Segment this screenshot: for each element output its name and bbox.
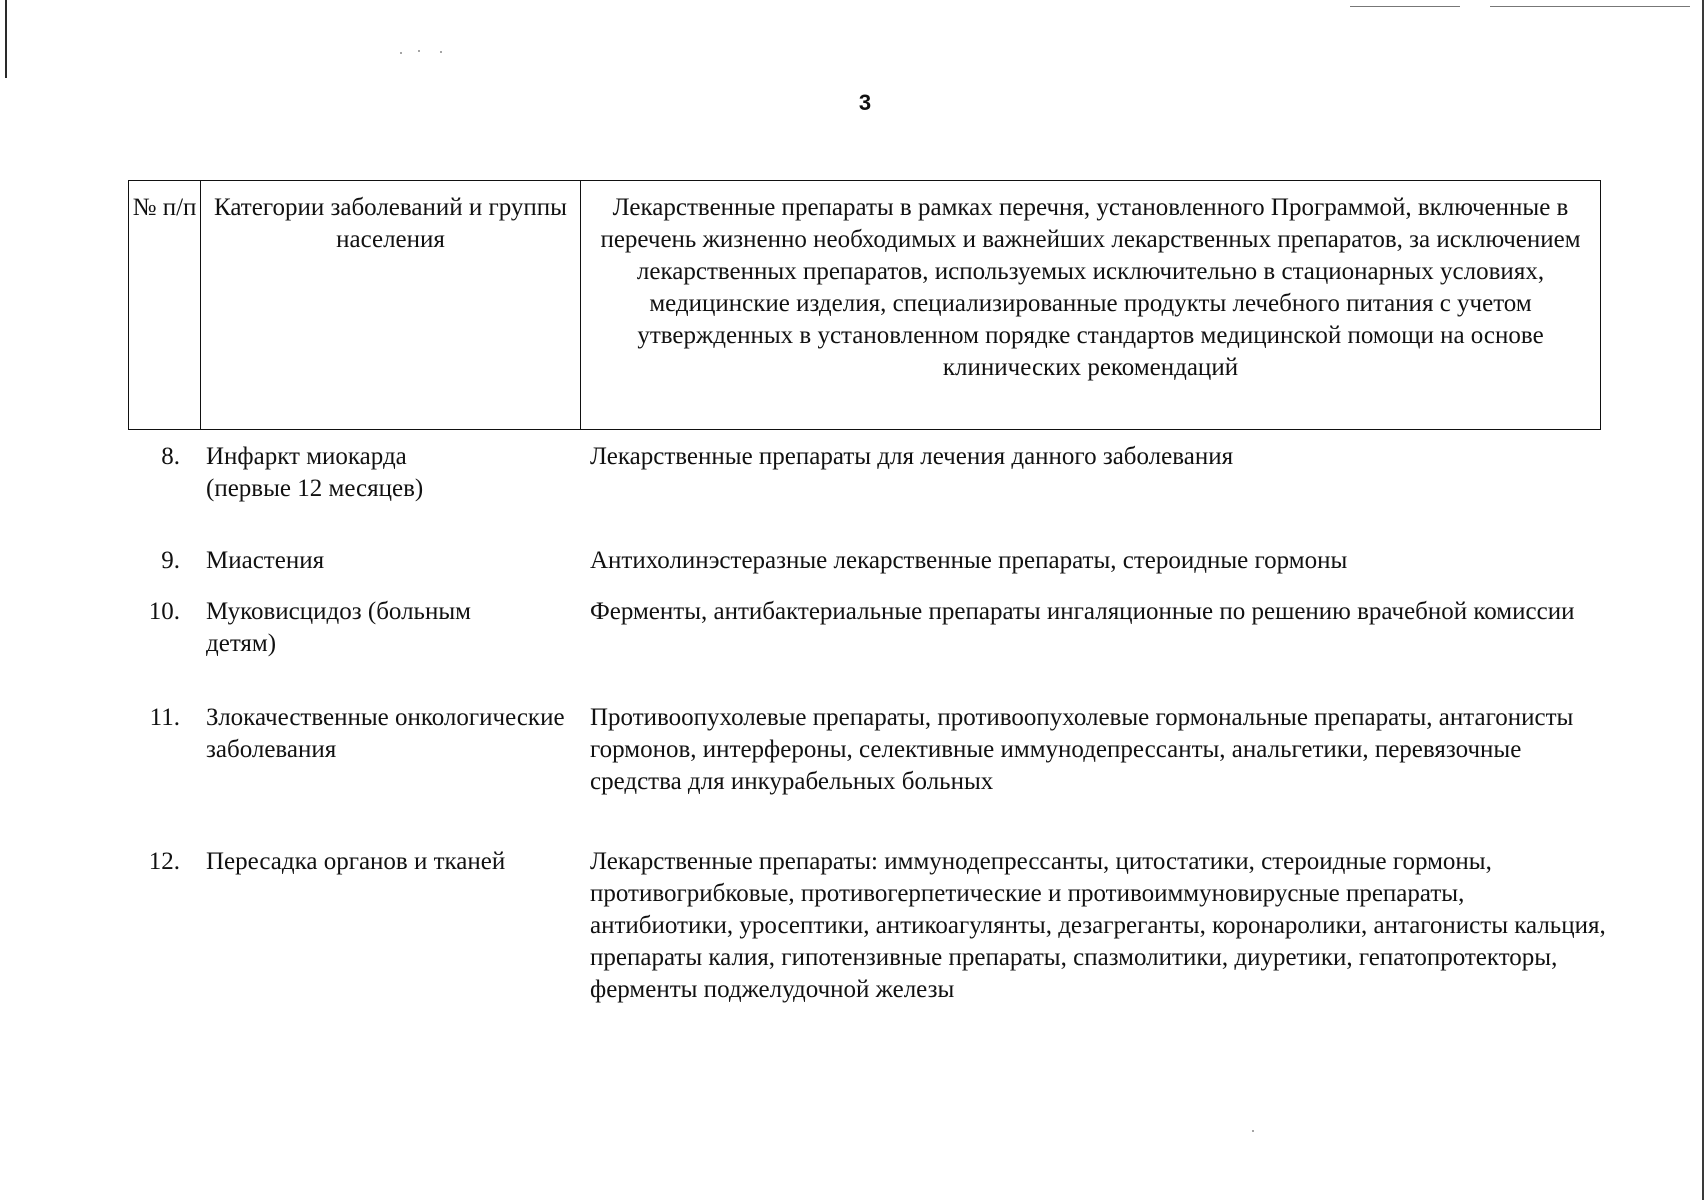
row-category: Миастения xyxy=(206,547,325,574)
scan-mark-top xyxy=(1490,6,1690,7)
speck xyxy=(400,52,402,54)
page-number: 3 xyxy=(858,90,872,115)
header-number-cell: № п/п xyxy=(129,181,201,429)
row-category: Злокачественные онкологические заболевания xyxy=(206,704,565,763)
row-category: Муковисцидоз (больным детям) xyxy=(206,598,471,657)
row-medicines: Лекарственные препараты: иммунодепрессанты, цитостатики, стероидные гормоны, противогрибковые, противогерпетические и противоиммуновирусные препараты, антибиотики, уросептики, антикоагулянты, дезагреганты, коронаролики, антагонисты кальция, препараты калия, гипотензивные препараты, спазмолитики, диуретики, гепатопротекторы, ферменты поджелудочной железы xyxy=(590,848,1606,1003)
table-header xyxy=(128,180,1601,430)
row-medicines: Антихолинэстеразные лекарственные препараты, стероидные гормоны xyxy=(590,547,1348,574)
row-number: 12. xyxy=(148,848,180,875)
speck xyxy=(418,50,420,52)
scan-edge-left xyxy=(5,0,7,78)
row-number: 9. xyxy=(161,547,180,574)
row-medicines: Противоопухолевые препараты, противоопухолевые гормональные препараты, антагонисты гормонов, интерфероны, селективные иммунодепрессанты, анальгетики, перевязочные средства для инкурабельных больных xyxy=(590,704,1574,795)
header-medicines-cell: Лекарственные препараты в рамках перечня, установленного Программой, включенные в перечень жизненно необходимых и важнейших лекарственных препаратов, за исключением лекарственных препаратов, используемых исключительно в стационарных условиях, медицинские изделия, специализированные продукты лечебного питания с учетом утвержденных в установленном порядке стандартов медицинской помощи на основе клинических рекомендаций xyxy=(600,194,1581,381)
row-medicines: Лекарственные препараты для лечения данного заболевания xyxy=(590,443,1234,470)
speck xyxy=(440,51,442,53)
row-category: Пересадка органов и тканей xyxy=(206,848,506,875)
speck xyxy=(1252,1130,1254,1132)
row-number: 10. xyxy=(148,598,180,625)
header-category-cell: Категории заболеваний и группы населения xyxy=(201,181,581,429)
row-medicines: Ферменты, антибактериальные препараты ингаляционные по решению врачебной комиссии xyxy=(590,598,1575,625)
row-number: 8. xyxy=(161,443,180,470)
scan-edge-right xyxy=(1702,0,1704,1200)
row-number: 11. xyxy=(149,704,180,731)
row-category: Инфаркт миокарда (первые 12 месяцев) xyxy=(206,443,424,502)
scan-mark-top xyxy=(1350,6,1460,7)
